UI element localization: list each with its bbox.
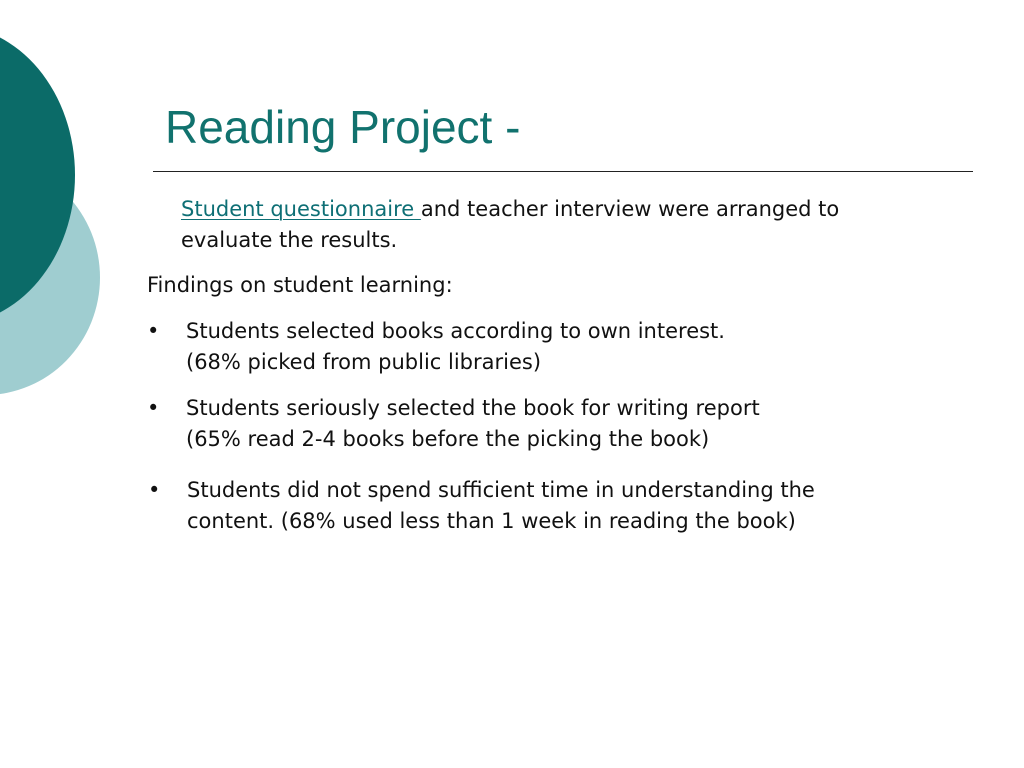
bullet-icon: • — [147, 319, 160, 343]
finding-detail: (68% picked from public libraries) — [186, 350, 542, 374]
finding-line: Students selected books according to own interest. — [186, 319, 725, 343]
finding-line: Students seriously selected the book for writing report — [186, 396, 760, 420]
finding-item — [147, 393, 927, 455]
findings-heading: Findings on student learning: — [147, 273, 453, 297]
bullet-icon: • — [148, 478, 161, 502]
finding-text: Students did not spend sufficient time in understanding the content. (68% used less than 1 week in reading the book) — [187, 478, 815, 533]
finding-text — [186, 316, 725, 378]
finding-item — [148, 475, 868, 537]
finding-item — [147, 316, 907, 378]
intro-paragraph — [181, 194, 861, 256]
finding-text — [186, 393, 760, 455]
intro-text: and teacher interview were arranged to evaluate the results. — [181, 197, 840, 252]
title-divider — [153, 171, 973, 172]
bullet-icon: • — [147, 396, 160, 420]
finding-detail: (65% read 2-4 books before the picking the book) — [186, 427, 710, 451]
student-questionnaire-link[interactable]: Student questionnaire — [181, 197, 421, 221]
slide-title: Reading Project - — [165, 101, 521, 153]
